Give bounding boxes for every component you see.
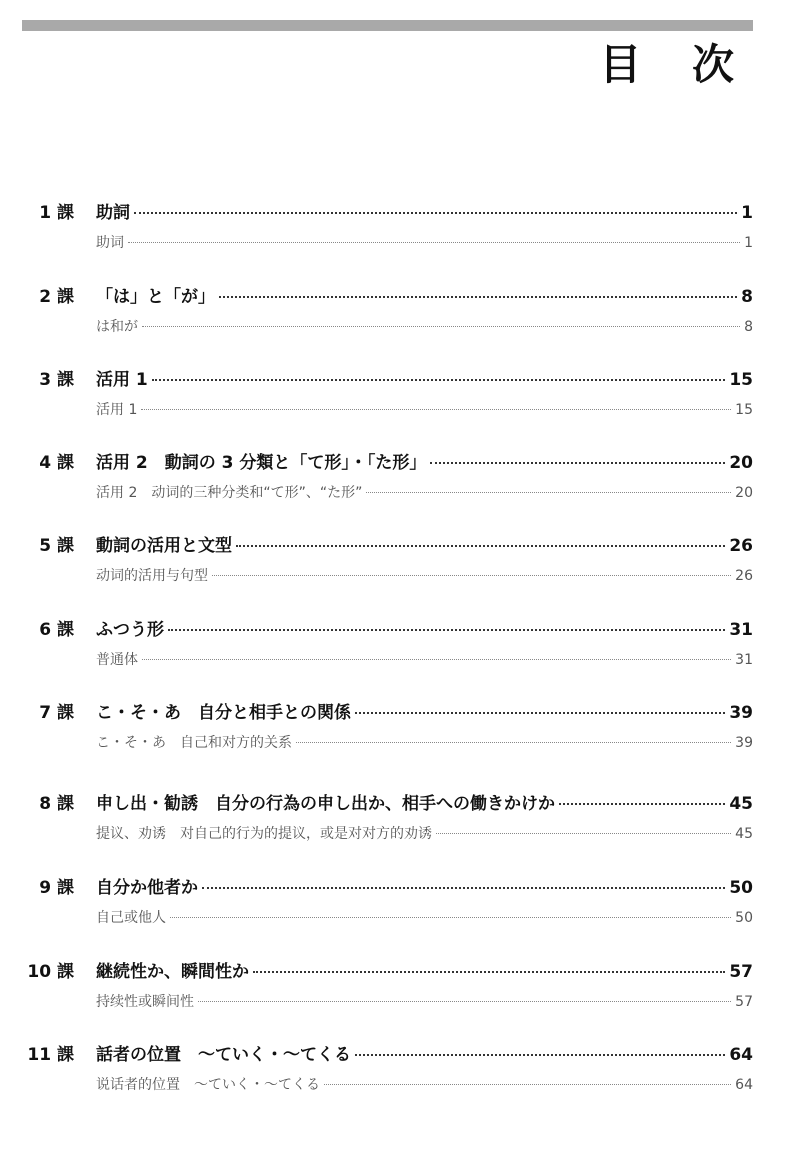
dot-leader	[436, 833, 731, 834]
lesson-title: 自分か他者か	[96, 878, 198, 898]
lesson-number: 8 課	[39, 794, 74, 814]
page-number: 57	[729, 962, 753, 982]
lesson-title: 助詞	[96, 203, 130, 223]
lesson-number: 5 課	[39, 536, 74, 556]
toc-sub-row[interactable]	[22, 316, 753, 346]
toc-entry-2	[22, 282, 753, 346]
dot-leader	[324, 1084, 731, 1085]
toc-entry-8	[22, 789, 753, 853]
lesson-subtitle: 活用 1	[96, 402, 138, 418]
toc-entry-10	[22, 957, 753, 1021]
toc-entry-4	[22, 448, 753, 512]
dot-leader	[170, 917, 731, 918]
toc-main-row[interactable]	[22, 282, 753, 312]
toc-entry-5	[22, 531, 753, 595]
lesson-title: 申し出・勧誘 自分の行為の申し出か、相手への働きかけか	[96, 794, 555, 814]
page-number: 31	[735, 652, 753, 668]
page-number: 50	[735, 910, 753, 926]
page-number: 1	[744, 235, 753, 251]
lesson-number: 6 課	[39, 620, 74, 640]
page-number: 20	[729, 453, 753, 473]
header-rule	[22, 20, 753, 31]
toc-entry-11	[22, 1040, 753, 1104]
dot-leader	[128, 242, 740, 243]
dot-leader	[152, 379, 726, 381]
lesson-title: 活用 2 動詞の 3 分類と「て形」・「た形」	[96, 453, 427, 473]
toc-main-row[interactable]	[22, 698, 753, 728]
page-number: 57	[735, 994, 753, 1010]
page-number: 8	[744, 319, 753, 335]
page-number: 64	[735, 1077, 753, 1093]
page-number: 20	[735, 485, 753, 501]
page-number: 50	[729, 878, 753, 898]
lesson-number: 1 課	[39, 203, 74, 223]
dot-leader	[198, 1001, 731, 1002]
toc-main-row[interactable]	[22, 1040, 753, 1070]
toc-main-row[interactable]	[22, 957, 753, 987]
lesson-title: ふつう形	[96, 620, 164, 640]
lesson-title: 「は」と「が」	[96, 287, 215, 307]
toc-main-row[interactable]	[22, 873, 753, 903]
page-number: 39	[735, 735, 753, 751]
lesson-subtitle: 自己或他人	[96, 910, 166, 926]
toc-main-row[interactable]	[22, 365, 753, 395]
toc-entry-3	[22, 365, 753, 429]
lesson-title: 話者の位置 ～ていく・～てくる	[96, 1045, 351, 1065]
lesson-title: 動詞の活用と文型	[96, 536, 232, 556]
dot-leader	[559, 803, 725, 805]
toc-sub-row[interactable]	[22, 907, 753, 937]
page-number: 26	[735, 568, 753, 584]
toc-sub-row[interactable]	[22, 482, 753, 512]
dot-leader	[202, 887, 725, 889]
lesson-number: 2 課	[39, 287, 74, 307]
toc-sub-row[interactable]	[22, 823, 753, 853]
page-number: 45	[729, 794, 753, 814]
page-number: 64	[729, 1045, 753, 1065]
lesson-title: こ・そ・あ 自分と相手との関係	[96, 703, 351, 723]
lesson-subtitle: 持续性或瞬间性	[96, 994, 194, 1010]
toc-sub-row[interactable]	[22, 649, 753, 679]
lesson-subtitle: 动词的活用与句型	[96, 568, 208, 584]
toc-sub-row[interactable]	[22, 565, 753, 595]
toc-sub-row[interactable]	[22, 232, 753, 262]
page-number: 15	[729, 370, 753, 390]
toc-entry-9	[22, 873, 753, 937]
toc-entry-7	[22, 698, 753, 762]
lesson-subtitle: 说话者的位置 ～ていく・～てくる	[96, 1077, 320, 1093]
dot-leader	[355, 1054, 725, 1056]
dot-leader	[168, 629, 725, 631]
dot-leader	[296, 742, 731, 743]
page-number: 31	[729, 620, 753, 640]
dot-leader	[366, 492, 731, 493]
dot-leader	[236, 545, 725, 547]
dot-leader	[253, 971, 725, 973]
dot-leader	[141, 409, 731, 410]
lesson-number: 7 課	[39, 703, 74, 723]
toc-entry-1	[22, 198, 753, 262]
page-number: 39	[729, 703, 753, 723]
toc-main-row[interactable]	[22, 531, 753, 561]
toc-main-row[interactable]	[22, 789, 753, 819]
toc-sub-row[interactable]	[22, 1074, 753, 1104]
lesson-title: 継続性か、瞬間性か	[96, 962, 249, 982]
page-number: 8	[741, 287, 753, 307]
page-title: 目 次	[599, 40, 752, 89]
dot-leader	[355, 712, 725, 714]
lesson-subtitle: 助词	[96, 235, 124, 251]
lesson-number: 3 課	[39, 370, 74, 390]
toc-sub-row[interactable]	[22, 399, 753, 429]
page-number: 45	[735, 826, 753, 842]
lesson-title: 活用 1	[96, 370, 148, 390]
dot-leader	[212, 575, 731, 576]
lesson-subtitle: こ・そ・あ 自己和对方的关系	[96, 735, 292, 751]
dot-leader	[142, 659, 731, 660]
page-number: 26	[729, 536, 753, 556]
page-number: 1	[741, 203, 753, 223]
lesson-number: 10 課	[27, 962, 74, 982]
lesson-subtitle: は和が	[96, 319, 138, 335]
lesson-subtitle: 活用 2 动词的三种分类和“て形”、“た形”	[96, 485, 363, 501]
lesson-number: 11 課	[27, 1045, 74, 1065]
toc-sub-row[interactable]	[22, 991, 753, 1021]
lesson-number: 4 課	[39, 453, 74, 473]
toc-main-row[interactable]	[22, 198, 753, 228]
page-number: 15	[735, 402, 753, 418]
dot-leader	[134, 212, 737, 214]
lesson-subtitle: 提议、劝诱 对自己的行为的提议，或是对对方的劝诱	[96, 826, 432, 842]
lesson-number: 9 課	[39, 878, 74, 898]
lesson-subtitle: 普通体	[96, 652, 138, 668]
toc-entry-6	[22, 615, 753, 679]
dot-leader	[142, 326, 740, 327]
dot-leader	[219, 296, 737, 298]
dot-leader	[430, 462, 725, 464]
toc-main-row[interactable]	[22, 448, 753, 478]
toc-sub-row[interactable]	[22, 732, 753, 762]
toc-main-row[interactable]	[22, 615, 753, 645]
